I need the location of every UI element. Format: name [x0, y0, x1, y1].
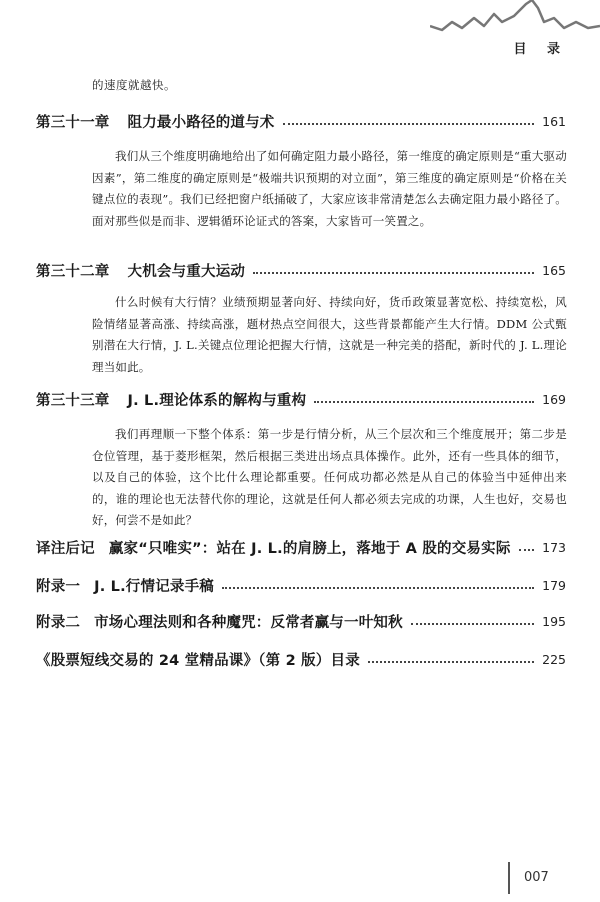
chapter-summary: 我们再理顺一下整个体系：第一步是行情分析，从三个层次和三个维度展开；第二步是仓位管理，基于菱形框架，然后根据三类进出场点具体操作。此外，还有一些具体的细节，以及自己的体验，这个比什么理论都重要。任何成功都必然是从自己的体验当中延伸出来的，谁的理论也无法替代你的理论，这就是任何人都必须去完成的功课，人生也好，交易也好，何尝不是如此？ [92, 427, 567, 527]
chapter-title: J. L.行情记录手稿 [94, 578, 215, 595]
chapter-summary: 我们从三个维度明确地给出了如何确定阻力最小路径，第一维度的确定原则是“重大驱动因素”，第二维度的确定原则是“极端共识预期的对立面”，第三维度的确定原则是“价格在关键点位的表现”。我们已经把窗户纸捅破了，大家应该非常清楚怎么去确定阻力最小路径了。面对那些似是而非、逻辑循环论证式的答案，大家皆可一笑置之。 [92, 149, 567, 228]
chapter-label: 第三十三章 [36, 392, 110, 409]
chapter-label: 附录二 [36, 614, 81, 631]
chapter-summary: 什么时候有大行情？业绩预期显著向好、持续向好，货币政策显著宽松、持续宽松，风险情绪显著高涨、持续高涨，题材热点空间很大，这些背景都能产生大行情。DDM 公式甄别潜在大行情，J. L.关键点位理论把握大行情，这就是一种完美的搭配，新时代的 J. L.理论理当如此。 [92, 295, 567, 374]
chapter-label: 第三十一章 [36, 114, 110, 131]
page-number: 225 [542, 651, 566, 667]
toc-entry-chapter-31[interactable] [36, 108, 566, 134]
chapter-label: 译注后记 [36, 540, 95, 557]
dot-leader [283, 122, 535, 125]
chapter-title: 《股票短线交易的 24 堂精品课》（第 2 版）目录 [36, 652, 360, 669]
page-number: 195 [542, 613, 566, 629]
dot-leader [519, 548, 535, 551]
dot-leader [411, 622, 534, 625]
chapter-title: 阻力最小路径的道与术 [127, 114, 275, 131]
footer-page-number: 007 [524, 870, 549, 885]
chapter-title: 市场心理法则和各种魔咒：反常者赢与一叶知秋 [94, 614, 403, 631]
toc-entry-afterword[interactable] [36, 534, 566, 560]
mountain-line-decoration [430, 0, 600, 40]
dot-leader [253, 271, 534, 274]
dot-leader [314, 400, 534, 403]
chapter-title: 赢家“只唯实”：站在 J. L.的肩膀上，落地于 A 股的交易实际 [108, 540, 511, 557]
running-header-title: 目 录 [513, 42, 568, 57]
chapter-title: 大机会与重大运动 [127, 263, 246, 280]
page-number: 179 [542, 577, 566, 593]
page-number: 165 [542, 262, 566, 278]
dot-leader [222, 586, 534, 589]
toc-entry-chapter-33[interactable] [36, 386, 566, 412]
chapter-title: J. L.理论体系的解构与重构 [127, 392, 307, 409]
toc-entry-appendix-2[interactable] [36, 608, 566, 634]
page-number: 169 [542, 391, 566, 407]
toc-entry-appendix-1[interactable] [36, 572, 566, 598]
page-number: 173 [542, 539, 566, 555]
toc-entry-related-book[interactable] [36, 646, 566, 672]
previous-page-continuation: 的速度就越快。 [92, 78, 176, 92]
toc-entry-chapter-32[interactable] [36, 257, 566, 283]
chapter-label: 附录一 [36, 578, 81, 595]
page-number: 161 [542, 113, 566, 129]
footer-divider [508, 862, 510, 894]
dot-leader [368, 660, 534, 663]
chapter-label: 第三十二章 [36, 263, 110, 280]
